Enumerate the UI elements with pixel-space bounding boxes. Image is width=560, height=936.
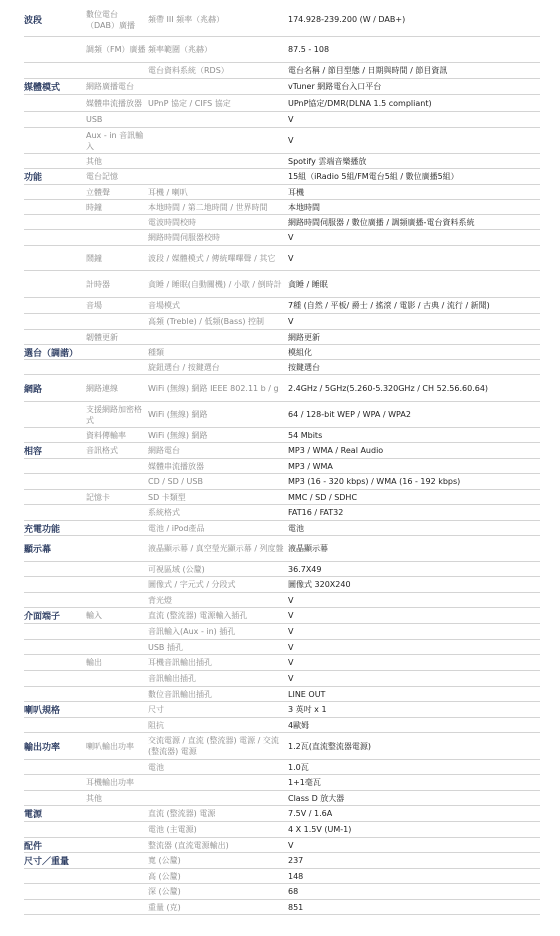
- spec-item: 音訊輸出插孔: [148, 674, 196, 683]
- spec-value: 3 英吋 x 1: [288, 705, 327, 714]
- spec-value: 液晶顯示幕: [288, 544, 328, 553]
- spec-value: V: [288, 674, 294, 683]
- spec-category: 網路: [24, 384, 43, 395]
- spec-row: [24, 490, 540, 505]
- spec-value: V: [288, 115, 294, 124]
- spec-row: [24, 718, 540, 733]
- spec-item: 系統格式: [148, 508, 180, 517]
- spec-item: USB 插孔: [148, 642, 183, 652]
- spec-item: 重量 (克): [148, 902, 181, 912]
- spec-category: 輸出功率: [24, 742, 61, 753]
- spec-subcategory: 媒體串流播放器: [86, 98, 142, 108]
- spec-category: [24, 200, 82, 214]
- spec-subcategory: 記憶卡: [86, 492, 110, 502]
- spec-subcategory: [86, 640, 146, 654]
- spec-item: 可視區域 (公釐): [148, 564, 205, 574]
- spec-row: [24, 230, 540, 246]
- spec-subcategory: 網路連線: [86, 383, 118, 393]
- spec-item: 背光燈: [148, 595, 172, 605]
- spec-row: [24, 733, 540, 760]
- spec-category: 波段: [24, 16, 43, 26]
- spec-value: 2.4GHz / 5GHz(5.260-5.320GHz / CH 52.56.60.64): [288, 383, 489, 393]
- spec-value: 電池: [288, 523, 304, 533]
- spec-category: [24, 562, 82, 576]
- spec-item: 貪睡 / 睡眠(自動關機) / 小歇 / 倒時計: [148, 279, 282, 289]
- spec-value: 174.928-239.200 (W / DAB+): [288, 15, 406, 24]
- spec-subcategory: [86, 505, 146, 520]
- spec-value: V: [288, 642, 294, 652]
- spec-row: [24, 185, 540, 200]
- spec-item: WiFi (無線) 網路: [148, 430, 208, 440]
- spec-category: [24, 900, 82, 914]
- spec-subcategory: 其他: [86, 793, 102, 803]
- spec-row: [24, 459, 540, 474]
- spec-row: [24, 112, 540, 128]
- spec-value: V: [288, 233, 294, 242]
- spec-category: [24, 37, 82, 62]
- spec-value: UPnP協定/DMR(DLNA 1.5 compliant): [288, 98, 432, 108]
- spec-value: 36.7X49: [288, 564, 322, 574]
- spec-category: 喇叭規格: [24, 706, 61, 716]
- spec-row: [24, 536, 540, 562]
- spec-category: 尺寸／重量: [24, 857, 70, 867]
- spec-row: [24, 608, 540, 624]
- spec-subcategory: [86, 577, 146, 592]
- spec-value: 圖像式 320X240: [288, 580, 351, 589]
- spec-subcategory: [86, 474, 146, 489]
- spec-subcategory: 喇叭輸出功率: [86, 741, 134, 751]
- spec-subcategory: [86, 459, 146, 473]
- spec-row: [24, 838, 540, 853]
- spec-row: [24, 360, 540, 375]
- spec-row: [24, 314, 540, 330]
- spec-category: [24, 869, 82, 883]
- spec-value: 851: [288, 902, 304, 912]
- spec-row: [24, 37, 540, 63]
- spec-item: WiFi (無線) 網路: [148, 410, 208, 419]
- spec-value: 148: [288, 871, 304, 881]
- spec-subcategory: [86, 900, 146, 914]
- spec-item: [148, 154, 286, 168]
- spec-category: [24, 185, 82, 199]
- spec-subcategory: [86, 215, 146, 229]
- spec-category: [24, 884, 82, 899]
- spec-item: 網路時間伺服器校時: [148, 233, 220, 242]
- spec-row: [24, 562, 540, 577]
- spec-subcategory: USB: [86, 115, 103, 124]
- spec-row: [24, 853, 540, 869]
- spec-row: [24, 760, 540, 775]
- spec-item: 本地時間 / 第二地時間 / 世界時間: [148, 202, 268, 212]
- spec-item: [148, 791, 286, 805]
- spec-row: [24, 671, 540, 687]
- spec-category: [24, 655, 82, 670]
- spec-subcategory: [86, 624, 146, 639]
- spec-value: V: [288, 658, 294, 667]
- spec-row: [24, 375, 540, 402]
- spec-subcategory: 支援網路加密格式: [86, 404, 142, 425]
- spec-value: MP3 / WMA / Real Audio: [288, 446, 384, 455]
- spec-value: 1.0瓦: [288, 762, 309, 772]
- spec-item: 頻帶 III 頻率（兆赫）: [148, 15, 225, 24]
- spec-category: [24, 428, 82, 442]
- spec-subcategory: 鬧鐘: [86, 253, 102, 263]
- spec-value: V: [288, 317, 294, 326]
- spec-value: MMC / SD / SDHC: [288, 492, 358, 502]
- spec-row: [24, 702, 540, 718]
- spec-value: 54 Mbits: [288, 430, 323, 440]
- spec-subcategory: [86, 230, 146, 245]
- spec-item: 電池 / iPod產品: [148, 523, 205, 533]
- spec-value: 15組（iRadio 5組/FM電台5組 / 數位廣播5組）: [288, 172, 459, 181]
- spec-value: 網路更新: [288, 332, 320, 342]
- spec-category: [24, 154, 82, 168]
- spec-row: [24, 577, 540, 593]
- spec-row: [24, 246, 540, 271]
- spec-row: [24, 806, 540, 822]
- spec-row: [24, 428, 540, 443]
- spec-subcategory: 耳機輸出功率: [86, 778, 134, 787]
- spec-row: [24, 655, 540, 671]
- spec-value: 1.2瓦(直流整流器電源): [288, 741, 371, 751]
- spec-category: [24, 474, 82, 489]
- spec-category: [24, 687, 82, 701]
- spec-subcategory: 音場: [86, 301, 102, 310]
- spec-category: 選台（調諧）: [24, 348, 79, 359]
- spec-category: 顯示幕: [24, 545, 52, 555]
- spec-subcategory: 其他: [86, 156, 102, 166]
- spec-row: [24, 79, 540, 95]
- spec-item: 頻率範圍（兆赫）: [148, 45, 212, 54]
- spec-value: V: [288, 136, 294, 145]
- spec-item: 耳機音訊輸出插孔: [148, 658, 212, 667]
- spec-row: [24, 884, 540, 900]
- spec-value: MP3 / WMA: [288, 461, 333, 471]
- spec-category: [24, 593, 82, 607]
- spec-category: [24, 63, 82, 78]
- spec-subcategory: [86, 345, 146, 359]
- spec-category: [24, 791, 82, 805]
- spec-category: [24, 402, 82, 427]
- spec-category: [24, 95, 82, 111]
- spec-row: [24, 443, 540, 459]
- spec-value: Class D 放大器: [288, 793, 345, 803]
- spec-value: 68: [288, 887, 299, 896]
- spec-subcategory: [86, 806, 146, 821]
- spec-row: [24, 271, 540, 298]
- spec-category: 媒體模式: [24, 83, 61, 93]
- spec-category: [24, 822, 82, 837]
- spec-category: [24, 490, 82, 504]
- spec-value: Spotify 雲端音樂播放: [288, 156, 367, 166]
- spec-value: V: [288, 627, 294, 636]
- spec-category: [24, 577, 82, 592]
- spec-subcategory: Aux - in 音訊輸入: [86, 130, 144, 151]
- spec-item: [148, 79, 286, 94]
- spec-subcategory: [86, 360, 146, 374]
- spec-row: [24, 822, 540, 838]
- spec-subcategory: [86, 671, 146, 686]
- spec-subcategory: [86, 63, 146, 78]
- spec-value: 本地時間: [288, 202, 320, 212]
- spec-category: 介面端子: [24, 612, 61, 622]
- spec-row: [24, 154, 540, 169]
- spec-category: 功能: [24, 173, 43, 183]
- spec-subcategory: [86, 760, 146, 774]
- spec-row: [24, 593, 540, 608]
- spec-category: [24, 775, 82, 790]
- spec-item: 直流 (整流器) 電源: [148, 809, 216, 818]
- spec-item: 尺寸: [148, 705, 164, 714]
- spec-item: 音場模式: [148, 301, 180, 310]
- spec-item: 旋鈕選台 / 按鍵選台: [148, 362, 220, 372]
- spec-value: V: [288, 253, 294, 263]
- spec-row: [24, 869, 540, 884]
- spec-value: 237: [288, 856, 304, 865]
- spec-item: 直流 (整流器) 電源輸入插孔: [148, 611, 248, 620]
- spec-item: 阻抗: [148, 720, 164, 730]
- spec-item: 媒體串流播放器: [148, 461, 204, 471]
- spec-value: FAT16 / FAT32: [288, 508, 344, 517]
- spec-subcategory: 調頻（FM）廣播: [86, 45, 146, 54]
- spec-subcategory: 輸出: [86, 658, 102, 667]
- spec-item: 寬 (公釐): [148, 856, 181, 865]
- spec-subcategory: [86, 521, 146, 535]
- spec-value: 7種 (自然 / 平板/ 爵士 / 搖滾 / 電影 / 古典 / 流行 / 新聞): [288, 301, 490, 310]
- spec-row: [24, 402, 540, 428]
- spec-value: V: [288, 595, 294, 605]
- spec-row: [24, 128, 540, 154]
- spec-item: [148, 169, 286, 184]
- spec-item: UPnP 協定 / CIFS 協定: [148, 98, 231, 108]
- spec-subcategory: 音訊格式: [86, 446, 118, 455]
- spec-value: 64 / 128-bit WEP / WPA / WPA2: [288, 410, 411, 419]
- spec-item: [148, 128, 286, 153]
- spec-subcategory: 數位電台（DAB）廣播: [86, 9, 135, 30]
- spec-value: 按鍵選台: [288, 362, 320, 372]
- spec-category: [24, 128, 82, 153]
- spec-subcategory: 電台記憶: [86, 172, 118, 181]
- spec-value: V: [288, 611, 294, 620]
- spec-subcategory: [86, 869, 146, 883]
- spec-subcategory: [86, 718, 146, 732]
- spec-row: [24, 474, 540, 490]
- spec-subcategory: 資料傳輸率: [86, 430, 126, 440]
- spec-row: [24, 169, 540, 185]
- spec-item: 波段 / 媒體模式 / 傳統嗶嗶聲 / 其它: [148, 253, 276, 263]
- spec-value: V: [288, 840, 294, 850]
- spec-item: 網路電台: [148, 446, 180, 455]
- spec-item: SD 卡類型: [148, 492, 186, 502]
- spec-subcategory: 網路廣播電台: [86, 82, 134, 91]
- spec-category: [24, 215, 82, 229]
- spec-item: [148, 775, 286, 790]
- spec-subcategory: [86, 593, 146, 607]
- spec-subcategory: [86, 838, 146, 852]
- spec-value: 4歐姆: [288, 720, 310, 730]
- spec-category: [24, 112, 82, 127]
- spec-item: 整流器 (直流電源輸出): [148, 840, 229, 850]
- spec-category: [24, 271, 82, 297]
- spec-row: [24, 3, 540, 37]
- spec-item: 電池 (主電源): [148, 825, 197, 834]
- spec-category: [24, 718, 82, 732]
- spec-value: 耳機: [288, 187, 304, 197]
- spec-category: 配件: [24, 841, 43, 852]
- spec-subcategory: [86, 562, 146, 576]
- spec-subcategory: [86, 687, 146, 701]
- spec-subcategory: 輸入: [86, 611, 102, 620]
- spec-item: 電波時間校時: [148, 217, 196, 227]
- spec-row: [24, 63, 540, 79]
- spec-row: [24, 687, 540, 702]
- spec-value: 電台名稱 / 節目型態 / 日期與時間 / 節目資訊: [288, 66, 448, 75]
- spec-row: [24, 900, 540, 915]
- spec-value: MP3 (16 - 320 kbps) / WMA (16 - 192 kbps): [288, 477, 461, 486]
- spec-subcategory: 計時器: [86, 279, 110, 289]
- spec-row: [24, 791, 540, 806]
- spec-value: vTuner 網路電台入口平台: [288, 82, 382, 91]
- spec-category: [24, 505, 82, 520]
- spec-category: [24, 298, 82, 313]
- spec-item: 電台資料系統（RDS）: [148, 66, 229, 75]
- spec-row: [24, 505, 540, 521]
- spec-value: 7.5V / 1.6A: [288, 809, 333, 818]
- spec-row: [24, 640, 540, 655]
- spec-value: 4 X 1.5V (UM-1): [288, 825, 352, 834]
- spec-item: 交流電源 / 直流 (整流器) 電源 / 交流 (整流器) 電源: [148, 736, 279, 756]
- spec-item: 圖像式 / 字元式 / 分段式: [148, 580, 236, 589]
- spec-item: [148, 330, 286, 344]
- spec-item: 種類: [148, 347, 164, 357]
- spec-row: [24, 624, 540, 640]
- spec-row: [24, 521, 540, 536]
- spec-subcategory: [86, 702, 146, 717]
- spec-value: 貪睡 / 睡眠: [288, 279, 328, 289]
- spec-category: 相容: [24, 447, 43, 457]
- spec-subcategory: [86, 822, 146, 837]
- spec-value: 87.5 - 108: [288, 45, 330, 54]
- spec-category: [24, 330, 82, 344]
- spec-item: 音訊輸入(Aux - in) 插孔: [148, 627, 236, 636]
- spec-row: [24, 215, 540, 230]
- spec-subcategory: 韌體更新: [86, 332, 118, 342]
- spec-category: [24, 760, 82, 774]
- spec-category: [24, 246, 82, 270]
- spec-category: [24, 230, 82, 245]
- spec-subcategory: 時鐘: [86, 202, 102, 212]
- spec-category: [24, 360, 82, 374]
- spec-value: 網路時間伺服器 / 數位廣播 / 調頻廣播-電台資料系統: [288, 217, 475, 227]
- spec-category: [24, 459, 82, 473]
- spec-category: 電源: [24, 810, 43, 820]
- spec-item: 高頻 (Treble) / 低頻(Bass) 控制: [148, 317, 265, 326]
- spec-row: [24, 200, 540, 215]
- spec-category: [24, 671, 82, 686]
- spec-subcategory: [86, 884, 146, 899]
- spec-item: 數位音訊輸出插孔: [148, 689, 212, 699]
- spec-item: [148, 112, 286, 127]
- spec-value: LINE OUT: [288, 689, 326, 699]
- spec-item: 深 (公釐): [148, 887, 181, 896]
- spec-item: 高 (公釐): [148, 871, 181, 881]
- spec-category: [24, 624, 82, 639]
- spec-value: 模組化: [288, 347, 312, 357]
- spec-item: 液晶顯示幕 / 真空瑩光顯示幕 / 列度盤: [148, 544, 284, 553]
- spec-row: [24, 298, 540, 314]
- spec-item: WiFi (無線) 網路 IEEE 802.11 b / g: [148, 383, 279, 393]
- spec-category: [24, 640, 82, 654]
- spec-item: 電池: [148, 762, 164, 772]
- spec-item: CD / SD / USB: [148, 477, 203, 486]
- spec-row: [24, 775, 540, 791]
- spec-subcategory: 立體聲: [86, 187, 110, 197]
- spec-row: [24, 330, 540, 345]
- spec-subcategory: [86, 536, 146, 561]
- spec-value: 1+1毫瓦: [288, 778, 321, 787]
- spec-row: [24, 345, 540, 360]
- spec-category: 充電功能: [24, 524, 61, 535]
- spec-item: 耳機 / 喇叭: [148, 187, 188, 197]
- spec-category: [24, 314, 82, 329]
- spec-row: [24, 95, 540, 112]
- spec-subcategory: [86, 314, 146, 329]
- spec-subcategory: [86, 853, 146, 868]
